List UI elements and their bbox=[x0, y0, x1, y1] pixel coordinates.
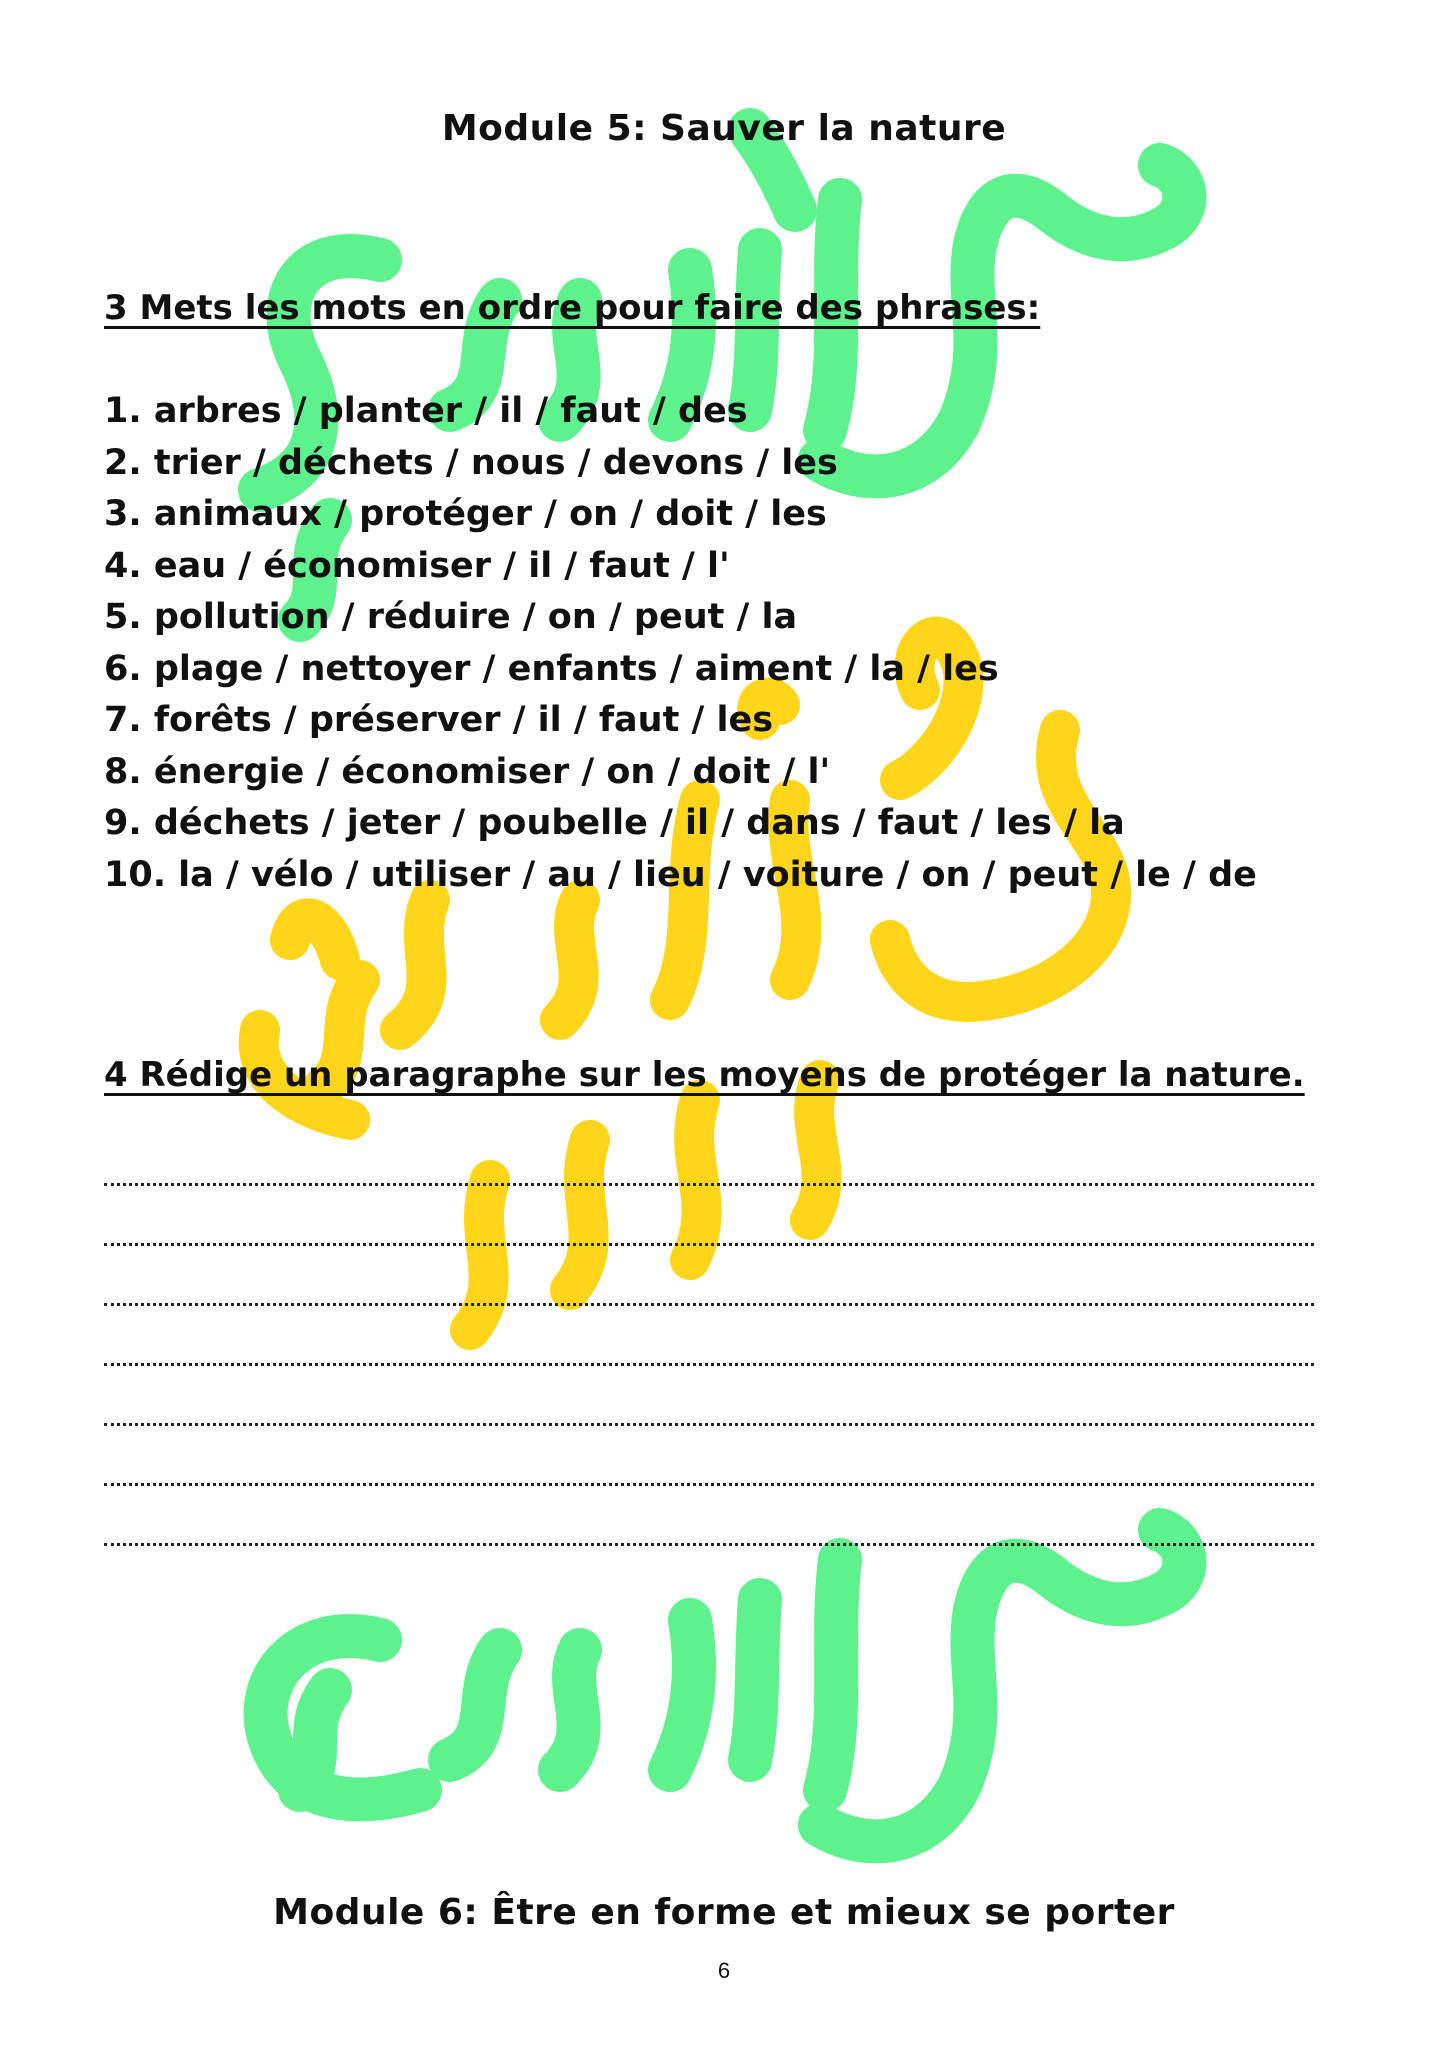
exercise-3-item: 5. pollution / réduire / on / peut / la bbox=[104, 597, 798, 637]
exercise-4-heading: 4 Rédige un paragraphe sur les moyens de protéger la nature. bbox=[104, 1055, 1305, 1095]
answer-line[interactable] bbox=[104, 1246, 1314, 1306]
exercise-3-item: 7. forêts / préserver / il / faut / les bbox=[104, 700, 774, 740]
exercise-3-item: 6. plage / nettoyer / enfants / aiment / la / les bbox=[104, 648, 999, 689]
module-5-title: Module 5: Sauver la nature bbox=[441, 108, 1007, 149]
answer-line[interactable] bbox=[104, 1366, 1314, 1426]
exercise-3-item: 9. déchets / jeter / poubelle / il / dans / faut / les / la bbox=[104, 803, 1125, 843]
exercise-3-item: 3. animaux / protéger / on / doit / les bbox=[104, 494, 827, 534]
answer-line[interactable] bbox=[104, 1306, 1314, 1366]
answer-line[interactable] bbox=[104, 1426, 1314, 1486]
exercise-3-item: 1. arbres / planter / il / faut / des bbox=[104, 391, 748, 431]
exercise-3-list bbox=[104, 386, 1257, 901]
answer-lines bbox=[104, 1126, 1314, 1546]
exercise-3-item: 4. eau / économiser / il / faut / l' bbox=[104, 545, 730, 586]
exercise-3-item: 8. énergie / économiser / on / doit / l' bbox=[104, 751, 831, 792]
module-6-title: Module 6: Être en forme et mieux se porter bbox=[273, 1892, 1175, 1933]
answer-line[interactable] bbox=[104, 1126, 1314, 1186]
exercise-3-item: 10. la / vélo / utiliser / au / lieu / voiture / on / peut / le / de bbox=[104, 854, 1257, 895]
page-number: 6 bbox=[717, 1958, 731, 1983]
answer-line[interactable] bbox=[104, 1486, 1314, 1546]
exercise-3-item: 2. trier / déchets / nous / devons / les bbox=[104, 442, 838, 483]
answer-line[interactable] bbox=[104, 1186, 1314, 1246]
exercise-3-heading: 3 Mets les mots en ordre pour faire des phrases: bbox=[104, 288, 1041, 328]
